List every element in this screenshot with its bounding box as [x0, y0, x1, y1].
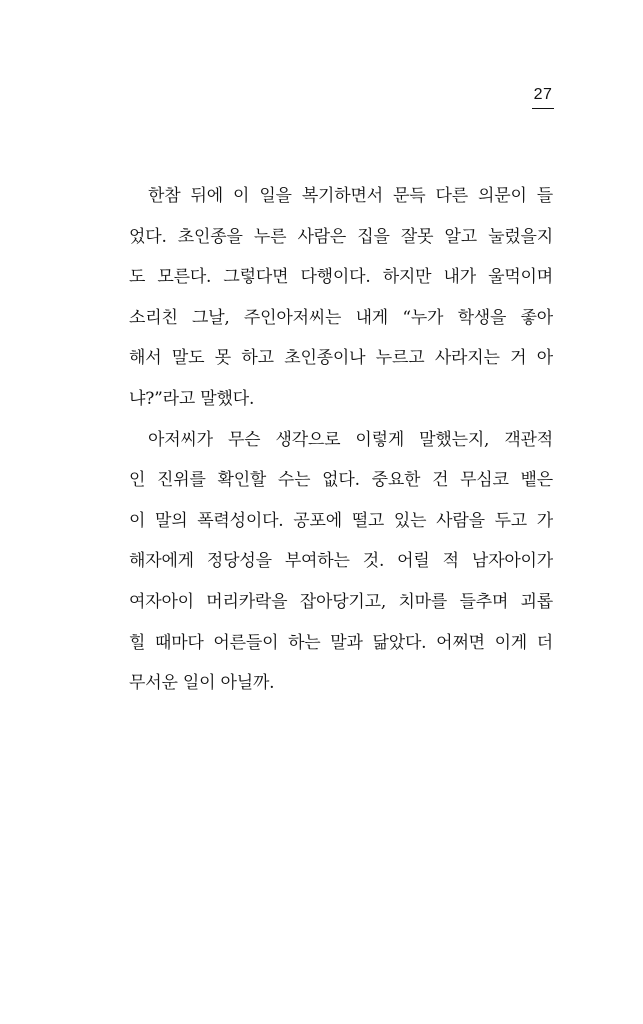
- text-line: [129, 460, 553, 501]
- page-number: 27: [533, 86, 553, 103]
- text-line-content: 힐 때마다 어른들이 하는 말과 닮았다. 어쩌면 이게 더: [129, 632, 553, 653]
- text-line: [129, 379, 553, 420]
- text-line-content: 었다. 초인종을 누른 사람은 집을 잘못 알고 눌렀을지: [129, 226, 553, 247]
- text-line: [129, 623, 553, 664]
- text-line: [129, 176, 553, 217]
- text-line-content: 한참 뒤에 이 일을 복기하면서 문득 다른 의문이 들: [148, 186, 553, 206]
- text-line: [129, 298, 553, 339]
- text-line: [129, 541, 553, 582]
- text-line-content: 이 말의 폭력성이다. 공포에 떨고 있는 사람을 두고 가: [129, 510, 553, 531]
- text-line-content: 아저씨가 무슨 생각으로 이렇게 말했는지, 객관적: [148, 429, 553, 450]
- text-line-content: 무서운 일이 아닐까.: [129, 673, 275, 694]
- text-line: [129, 217, 553, 258]
- text-line-content: 냐?”라고 말했다.: [129, 388, 255, 409]
- text-line-content: 해서 말도 못 하고 초인종이나 누르고 사라지는 거 아: [129, 348, 553, 369]
- text-line-content: 해자에게 정당성을 부여하는 것. 어릴 적 남자아이가: [129, 551, 553, 572]
- text-line: [129, 582, 553, 623]
- text-line: [129, 420, 553, 461]
- text-line: [129, 338, 553, 379]
- text-line-content: 인 진위를 확인할 수는 없다. 중요한 건 무심코 뱉은: [129, 470, 553, 491]
- text-line-content: 도 모른다. 그렇다면 다행이다. 하지만 내가 울먹이며: [129, 267, 553, 288]
- text-line-content: 소리친 그날, 주인아저씨는 내게 “누가 학생을 좋아: [129, 307, 553, 328]
- text-line: [129, 257, 553, 298]
- text-line-content: 여자아이 머리카락을 잡아당기고, 치마를 들추며 괴롭: [129, 591, 553, 612]
- page-number-underline: [532, 108, 554, 109]
- text-line: [129, 663, 553, 704]
- text-line: [129, 501, 553, 542]
- body-text: [129, 176, 553, 704]
